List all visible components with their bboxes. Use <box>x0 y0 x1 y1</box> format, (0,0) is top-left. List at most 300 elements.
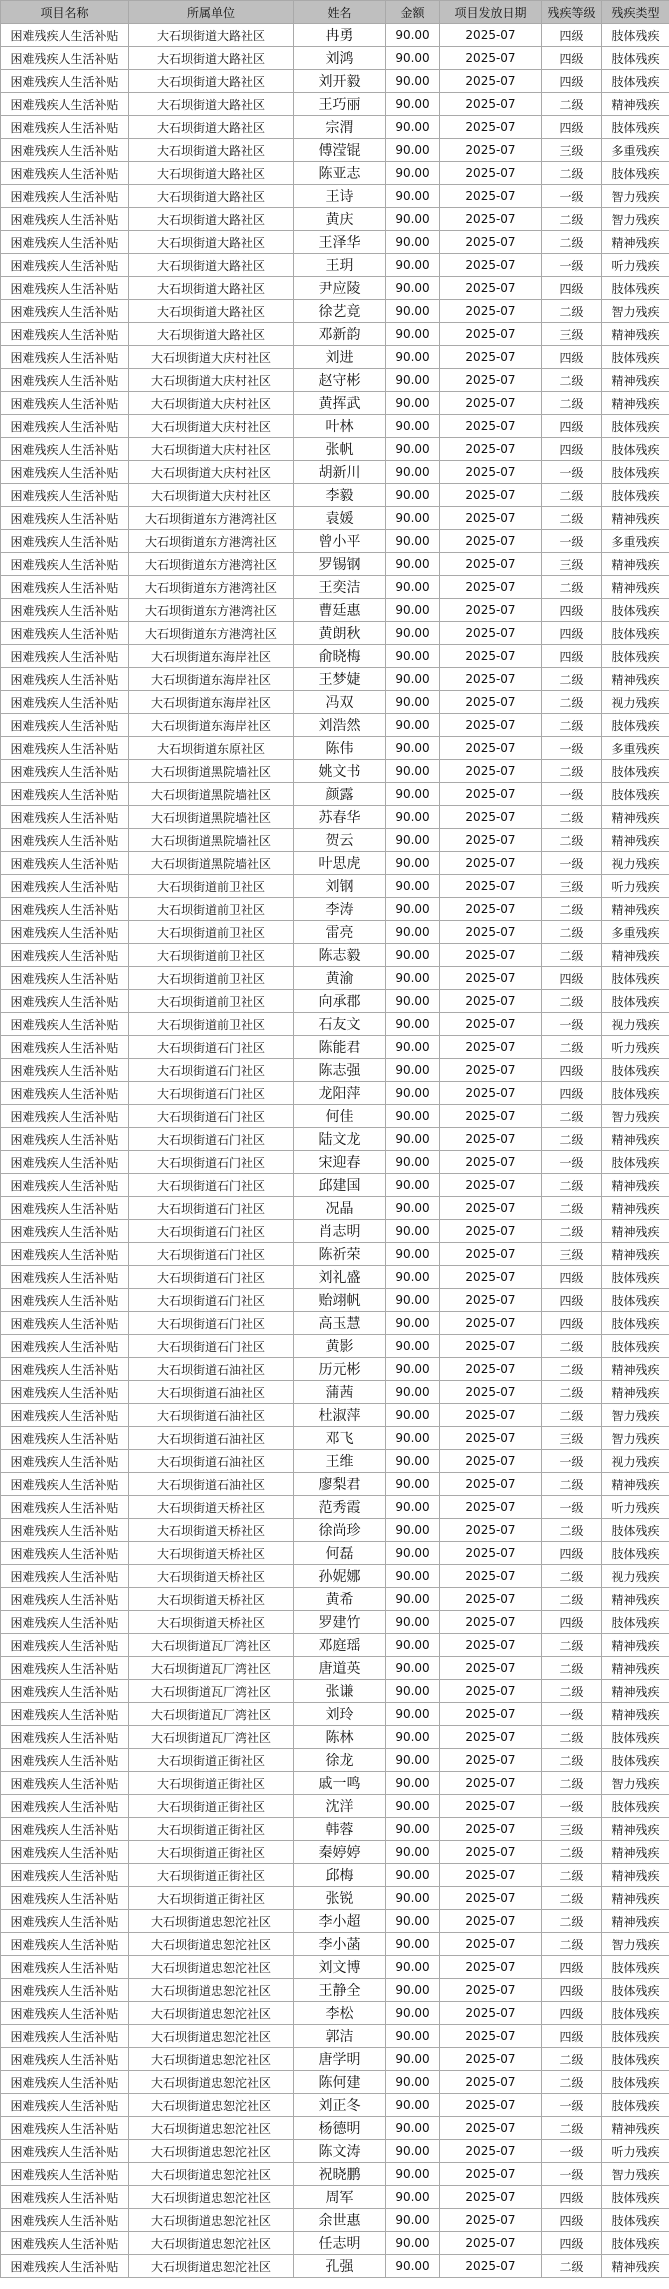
cell-disability-level: 四级 <box>542 2209 602 2232</box>
table-row <box>1 1956 669 1979</box>
cell-disability-type: 精神残疾 <box>602 576 669 599</box>
cell-project-name: 困难残疾人生活补贴 <box>1 47 129 70</box>
cell-disability-level: 二级 <box>542 93 602 116</box>
cell-project-name: 困难残疾人生活补贴 <box>1 461 129 484</box>
cell-issue-date: 2025-07 <box>440 2232 542 2255</box>
table-row <box>1 829 669 852</box>
cell-amount: 90.00 <box>386 70 440 93</box>
cell-name: 刘鸿 <box>294 47 386 70</box>
cell-disability-type: 精神残疾 <box>602 898 669 921</box>
table-row <box>1 1726 669 1749</box>
cell-name: 邱梅 <box>294 1864 386 1887</box>
cell-unit: 大石坝街道前卫社区 <box>129 898 294 921</box>
cell-disability-type: 肢体残疾 <box>602 70 669 93</box>
cell-disability-type: 精神残疾 <box>602 1703 669 1726</box>
cell-project-name: 困难残疾人生活补贴 <box>1 1312 129 1335</box>
cell-amount: 90.00 <box>386 1335 440 1358</box>
header-project-name: 项目名称 <box>1 1 129 24</box>
cell-project-name: 困难残疾人生活补贴 <box>1 921 129 944</box>
cell-disability-level: 二级 <box>542 1588 602 1611</box>
cell-amount: 90.00 <box>386 2002 440 2025</box>
cell-project-name: 困难残疾人生活补贴 <box>1 185 129 208</box>
table-row <box>1 277 669 300</box>
cell-amount: 90.00 <box>386 921 440 944</box>
cell-unit: 大石坝街道黑院墙社区 <box>129 829 294 852</box>
cell-issue-date: 2025-07 <box>440 714 542 737</box>
cell-unit: 大石坝街道忠恕沱社区 <box>129 2232 294 2255</box>
cell-issue-date: 2025-07 <box>440 783 542 806</box>
cell-amount: 90.00 <box>386 2255 440 2278</box>
cell-disability-level: 二级 <box>542 484 602 507</box>
table-row <box>1 1864 669 1887</box>
cell-disability-level: 一级 <box>542 530 602 553</box>
cell-disability-type: 精神残疾 <box>602 553 669 576</box>
cell-issue-date: 2025-07 <box>440 1588 542 1611</box>
cell-disability-type: 精神残疾 <box>602 1910 669 1933</box>
cell-name: 王巧丽 <box>294 93 386 116</box>
cell-issue-date: 2025-07 <box>440 1519 542 1542</box>
cell-issue-date: 2025-07 <box>440 254 542 277</box>
cell-unit: 大石坝街道东方港湾社区 <box>129 599 294 622</box>
cell-project-name: 困难残疾人生活补贴 <box>1 1864 129 1887</box>
cell-disability-level: 三级 <box>542 553 602 576</box>
cell-disability-type: 肢体残疾 <box>602 1979 669 2002</box>
cell-unit: 大石坝街道瓦厂湾社区 <box>129 1726 294 1749</box>
cell-disability-level: 二级 <box>542 576 602 599</box>
table-row <box>1 921 669 944</box>
cell-disability-type: 肢体残疾 <box>602 438 669 461</box>
cell-disability-level: 二级 <box>542 369 602 392</box>
cell-project-name: 困难残疾人生活补贴 <box>1 2094 129 2117</box>
cell-disability-level: 一级 <box>542 1450 602 1473</box>
table-row <box>1 990 669 1013</box>
table-row <box>1 1059 669 1082</box>
cell-disability-level: 二级 <box>542 162 602 185</box>
cell-disability-level: 二级 <box>542 1910 602 1933</box>
cell-disability-level: 二级 <box>542 668 602 691</box>
cell-unit: 大石坝街道大庆村社区 <box>129 415 294 438</box>
cell-disability-level: 一级 <box>542 185 602 208</box>
cell-disability-type: 肢体残疾 <box>602 990 669 1013</box>
cell-issue-date: 2025-07 <box>440 1864 542 1887</box>
cell-name: 王奕洁 <box>294 576 386 599</box>
cell-disability-level: 三级 <box>542 1243 602 1266</box>
cell-name: 刘开毅 <box>294 70 386 93</box>
table-row <box>1 1496 669 1519</box>
cell-issue-date: 2025-07 <box>440 1657 542 1680</box>
cell-issue-date: 2025-07 <box>440 461 542 484</box>
cell-disability-type: 精神残疾 <box>602 1588 669 1611</box>
cell-disability-type: 智力残疾 <box>602 1772 669 1795</box>
table-row <box>1 622 669 645</box>
cell-name: 尹应陵 <box>294 277 386 300</box>
cell-amount: 90.00 <box>386 1795 440 1818</box>
cell-project-name: 困难残疾人生活补贴 <box>1 2209 129 2232</box>
cell-disability-level: 一级 <box>542 1013 602 1036</box>
table-row <box>1 231 669 254</box>
cell-disability-level: 四级 <box>542 24 602 47</box>
cell-issue-date: 2025-07 <box>440 1082 542 1105</box>
cell-disability-type: 精神残疾 <box>602 806 669 829</box>
cell-amount: 90.00 <box>386 24 440 47</box>
cell-name: 俞晓梅 <box>294 645 386 668</box>
cell-disability-level: 四级 <box>542 438 602 461</box>
table-row <box>1 415 669 438</box>
cell-issue-date: 2025-07 <box>440 1703 542 1726</box>
cell-amount: 90.00 <box>386 2232 440 2255</box>
cell-issue-date: 2025-07 <box>440 2117 542 2140</box>
cell-disability-level: 二级 <box>542 691 602 714</box>
table-row <box>1 806 669 829</box>
cell-issue-date: 2025-07 <box>440 1450 542 1473</box>
cell-project-name: 困难残疾人生活补贴 <box>1 24 129 47</box>
cell-unit: 大石坝街道东方港湾社区 <box>129 622 294 645</box>
cell-issue-date: 2025-07 <box>440 875 542 898</box>
cell-issue-date: 2025-07 <box>440 1243 542 1266</box>
cell-issue-date: 2025-07 <box>440 1910 542 1933</box>
cell-disability-level: 二级 <box>542 392 602 415</box>
cell-disability-level: 四级 <box>542 346 602 369</box>
cell-unit: 大石坝街道石门社区 <box>129 1335 294 1358</box>
cell-amount: 90.00 <box>386 1082 440 1105</box>
cell-project-name: 困难残疾人生活补贴 <box>1 484 129 507</box>
table-row <box>1 369 669 392</box>
cell-unit: 大石坝街道黑院墙社区 <box>129 783 294 806</box>
cell-disability-type: 肢体残疾 <box>602 346 669 369</box>
table-row <box>1 2025 669 2048</box>
cell-issue-date: 2025-07 <box>440 2163 542 2186</box>
cell-disability-type: 听力残疾 <box>602 1496 669 1519</box>
cell-disability-type: 智力残疾 <box>602 1933 669 1956</box>
table-row <box>1 2186 669 2209</box>
cell-disability-level: 四级 <box>542 2232 602 2255</box>
cell-issue-date: 2025-07 <box>440 2209 542 2232</box>
table-row <box>1 1404 669 1427</box>
table-row <box>1 185 669 208</box>
cell-unit: 大石坝街道东方港湾社区 <box>129 507 294 530</box>
header-disability-type: 残疾类型 <box>602 1 669 24</box>
cell-issue-date: 2025-07 <box>440 1887 542 1910</box>
table-row <box>1 1312 669 1335</box>
cell-disability-level: 二级 <box>542 1680 602 1703</box>
cell-disability-level: 二级 <box>542 1933 602 1956</box>
table-row <box>1 2232 669 2255</box>
table-row <box>1 1519 669 1542</box>
cell-disability-level: 二级 <box>542 2048 602 2071</box>
cell-unit: 大石坝街道东方港湾社区 <box>129 530 294 553</box>
cell-name: 李小超 <box>294 1910 386 1933</box>
cell-disability-type: 精神残疾 <box>602 1128 669 1151</box>
cell-amount: 90.00 <box>386 1657 440 1680</box>
cell-disability-type: 智力残疾 <box>602 208 669 231</box>
cell-name: 徐尚珍 <box>294 1519 386 1542</box>
cell-unit: 大石坝街道前卫社区 <box>129 990 294 1013</box>
cell-disability-level: 二级 <box>542 2071 602 2094</box>
cell-project-name: 困难残疾人生活补贴 <box>1 530 129 553</box>
cell-amount: 90.00 <box>386 1289 440 1312</box>
cell-name: 刘钢 <box>294 875 386 898</box>
cell-name: 陈志毅 <box>294 944 386 967</box>
cell-disability-type: 智力残疾 <box>602 1105 669 1128</box>
table-row <box>1 1910 669 1933</box>
cell-disability-level: 一级 <box>542 1151 602 1174</box>
cell-amount: 90.00 <box>386 346 440 369</box>
cell-unit: 大石坝街道大路社区 <box>129 24 294 47</box>
cell-disability-type: 肢体残疾 <box>602 2186 669 2209</box>
cell-disability-type: 视力残疾 <box>602 691 669 714</box>
cell-amount: 90.00 <box>386 139 440 162</box>
cell-unit: 大石坝街道东海岸社区 <box>129 645 294 668</box>
cell-project-name: 困难残疾人生活补贴 <box>1 93 129 116</box>
cell-disability-level: 二级 <box>542 1197 602 1220</box>
table-row <box>1 93 669 116</box>
cell-project-name: 困难残疾人生活补贴 <box>1 737 129 760</box>
cell-amount: 90.00 <box>386 2048 440 2071</box>
cell-unit: 大石坝街道正街社区 <box>129 1864 294 1887</box>
table-row <box>1 599 669 622</box>
cell-project-name: 困难残疾人生活补贴 <box>1 507 129 530</box>
cell-unit: 大石坝街道前卫社区 <box>129 1013 294 1036</box>
cell-amount: 90.00 <box>386 714 440 737</box>
cell-disability-level: 四级 <box>542 415 602 438</box>
cell-disability-type: 肢体残疾 <box>602 1726 669 1749</box>
cell-name: 陈文涛 <box>294 2140 386 2163</box>
cell-unit: 大石坝街道大路社区 <box>129 185 294 208</box>
cell-amount: 90.00 <box>386 1404 440 1427</box>
cell-name: 赵守彬 <box>294 369 386 392</box>
cell-disability-level: 三级 <box>542 139 602 162</box>
cell-issue-date: 2025-07 <box>440 1979 542 2002</box>
cell-name: 郭洁 <box>294 2025 386 2048</box>
cell-disability-type: 肢体残疾 <box>602 47 669 70</box>
cell-project-name: 困难残疾人生活补贴 <box>1 1013 129 1036</box>
cell-name: 雷亮 <box>294 921 386 944</box>
cell-name: 黄渝 <box>294 967 386 990</box>
cell-project-name: 困难残疾人生活补贴 <box>1 2002 129 2025</box>
cell-disability-level: 二级 <box>542 921 602 944</box>
cell-amount: 90.00 <box>386 691 440 714</box>
table-row <box>1 1151 669 1174</box>
cell-name: 黄庆 <box>294 208 386 231</box>
table-row <box>1 1128 669 1151</box>
cell-project-name: 困难残疾人生活补贴 <box>1 70 129 93</box>
cell-disability-type: 精神残疾 <box>602 93 669 116</box>
cell-amount: 90.00 <box>386 2163 440 2186</box>
cell-amount: 90.00 <box>386 1680 440 1703</box>
cell-issue-date: 2025-07 <box>440 507 542 530</box>
cell-disability-type: 精神残疾 <box>602 1680 669 1703</box>
cell-unit: 大石坝街道忠恕沱社区 <box>129 2048 294 2071</box>
cell-issue-date: 2025-07 <box>440 576 542 599</box>
cell-issue-date: 2025-07 <box>440 1956 542 1979</box>
cell-unit: 大石坝街道石门社区 <box>129 1105 294 1128</box>
cell-unit: 大石坝街道天桥社区 <box>129 1519 294 1542</box>
cell-unit: 大石坝街道瓦厂湾社区 <box>129 1657 294 1680</box>
cell-issue-date: 2025-07 <box>440 2071 542 2094</box>
cell-disability-type: 精神残疾 <box>602 1197 669 1220</box>
cell-project-name: 困难残疾人生活补贴 <box>1 438 129 461</box>
cell-unit: 大石坝街道石门社区 <box>129 1082 294 1105</box>
cell-issue-date: 2025-07 <box>440 346 542 369</box>
cell-disability-type: 肢体残疾 <box>602 1795 669 1818</box>
cell-amount: 90.00 <box>386 553 440 576</box>
table-row <box>1 1611 669 1634</box>
cell-issue-date: 2025-07 <box>440 2140 542 2163</box>
cell-amount: 90.00 <box>386 1381 440 1404</box>
cell-project-name: 困难残疾人生活补贴 <box>1 1588 129 1611</box>
cell-issue-date: 2025-07 <box>440 1013 542 1036</box>
cell-amount: 90.00 <box>386 438 440 461</box>
cell-disability-type: 肢体残疾 <box>602 2094 669 2117</box>
cell-disability-level: 二级 <box>542 990 602 1013</box>
cell-unit: 大石坝街道忠恕沱社区 <box>129 2002 294 2025</box>
cell-disability-type: 肢体残疾 <box>602 599 669 622</box>
cell-project-name: 困难残疾人生活补贴 <box>1 254 129 277</box>
cell-name: 李松 <box>294 2002 386 2025</box>
cell-project-name: 困难残疾人生活补贴 <box>1 1427 129 1450</box>
cell-project-name: 困难残疾人生活补贴 <box>1 2140 129 2163</box>
cell-issue-date: 2025-07 <box>440 1358 542 1381</box>
cell-amount: 90.00 <box>386 2025 440 2048</box>
cell-disability-level: 二级 <box>542 1772 602 1795</box>
cell-disability-level: 二级 <box>542 1128 602 1151</box>
table-row <box>1 645 669 668</box>
cell-disability-level: 二级 <box>542 898 602 921</box>
cell-disability-level: 四级 <box>542 622 602 645</box>
cell-name: 邱建国 <box>294 1174 386 1197</box>
cell-disability-level: 二级 <box>542 1864 602 1887</box>
cell-disability-type: 精神残疾 <box>602 231 669 254</box>
cell-disability-type: 肢体残疾 <box>602 277 669 300</box>
cell-disability-type: 视力残疾 <box>602 1013 669 1036</box>
cell-disability-type: 智力残疾 <box>602 1427 669 1450</box>
cell-disability-level: 四级 <box>542 70 602 93</box>
cell-project-name: 困难残疾人生活补贴 <box>1 415 129 438</box>
cell-issue-date: 2025-07 <box>440 944 542 967</box>
cell-amount: 90.00 <box>386 1128 440 1151</box>
table-row <box>1 1772 669 1795</box>
cell-name: 姚文书 <box>294 760 386 783</box>
cell-unit: 大石坝街道大路社区 <box>129 277 294 300</box>
cell-name: 王静全 <box>294 1979 386 2002</box>
cell-disability-level: 一级 <box>542 1795 602 1818</box>
cell-unit: 大石坝街道前卫社区 <box>129 967 294 990</box>
cell-issue-date: 2025-07 <box>440 990 542 1013</box>
cell-project-name: 困难残疾人生活补贴 <box>1 1749 129 1772</box>
cell-issue-date: 2025-07 <box>440 1381 542 1404</box>
cell-project-name: 困难残疾人生活补贴 <box>1 760 129 783</box>
cell-amount: 90.00 <box>386 93 440 116</box>
cell-disability-type: 肢体残疾 <box>602 967 669 990</box>
cell-unit: 大石坝街道大庆村社区 <box>129 346 294 369</box>
cell-name: 周军 <box>294 2186 386 2209</box>
cell-disability-type: 肢体残疾 <box>602 1542 669 1565</box>
cell-amount: 90.00 <box>386 1956 440 1979</box>
cell-disability-level: 二级 <box>542 1036 602 1059</box>
cell-name: 宋迎春 <box>294 1151 386 1174</box>
cell-unit: 大石坝街道前卫社区 <box>129 921 294 944</box>
table-row <box>1 1381 669 1404</box>
cell-disability-level: 二级 <box>542 507 602 530</box>
cell-issue-date: 2025-07 <box>440 737 542 760</box>
cell-unit: 大石坝街道天桥社区 <box>129 1565 294 1588</box>
cell-disability-type: 肢体残疾 <box>602 2209 669 2232</box>
cell-project-name: 困难残疾人生活补贴 <box>1 668 129 691</box>
cell-issue-date: 2025-07 <box>440 852 542 875</box>
cell-amount: 90.00 <box>386 231 440 254</box>
cell-unit: 大石坝街道大路社区 <box>129 70 294 93</box>
cell-unit: 大石坝街道大路社区 <box>129 208 294 231</box>
cell-disability-type: 精神残疾 <box>602 1887 669 1910</box>
cell-amount: 90.00 <box>386 852 440 875</box>
cell-disability-type: 智力残疾 <box>602 2163 669 2186</box>
cell-amount: 90.00 <box>386 1197 440 1220</box>
cell-issue-date: 2025-07 <box>440 1542 542 1565</box>
cell-unit: 大石坝街道大路社区 <box>129 93 294 116</box>
cell-project-name: 困难残疾人生活补贴 <box>1 599 129 622</box>
cell-amount: 90.00 <box>386 116 440 139</box>
cell-disability-type: 精神残疾 <box>602 369 669 392</box>
cell-name: 戚一鸣 <box>294 1772 386 1795</box>
cell-issue-date: 2025-07 <box>440 231 542 254</box>
cell-name: 高玉慧 <box>294 1312 386 1335</box>
cell-name: 傅滢锟 <box>294 139 386 162</box>
cell-name: 龙阳萍 <box>294 1082 386 1105</box>
cell-disability-level: 一级 <box>542 461 602 484</box>
cell-amount: 90.00 <box>386 185 440 208</box>
cell-unit: 大石坝街道石油社区 <box>129 1450 294 1473</box>
table-row <box>1 1358 669 1381</box>
cell-name: 肖志明 <box>294 1220 386 1243</box>
table-row <box>1 1266 669 1289</box>
cell-disability-level: 四级 <box>542 1312 602 1335</box>
table-row <box>1 2117 669 2140</box>
cell-disability-type: 精神残疾 <box>602 1864 669 1887</box>
cell-amount: 90.00 <box>386 323 440 346</box>
cell-disability-level: 一级 <box>542 1496 602 1519</box>
cell-disability-type: 肢体残疾 <box>602 2048 669 2071</box>
cell-name: 李小菡 <box>294 1933 386 1956</box>
cell-disability-type: 精神残疾 <box>602 1220 669 1243</box>
cell-amount: 90.00 <box>386 668 440 691</box>
cell-issue-date: 2025-07 <box>440 1289 542 1312</box>
cell-name: 唐学明 <box>294 2048 386 2071</box>
cell-unit: 大石坝街道大庆村社区 <box>129 369 294 392</box>
cell-name: 陈何建 <box>294 2071 386 2094</box>
cell-unit: 大石坝街道正街社区 <box>129 1772 294 1795</box>
cell-name: 李涛 <box>294 898 386 921</box>
cell-unit: 大石坝街道石油社区 <box>129 1427 294 1450</box>
cell-project-name: 困难残疾人生活补贴 <box>1 346 129 369</box>
cell-disability-type: 听力残疾 <box>602 254 669 277</box>
cell-issue-date: 2025-07 <box>440 691 542 714</box>
cell-unit: 大石坝街道忠恕沱社区 <box>129 2209 294 2232</box>
cell-project-name: 困难残疾人生活补贴 <box>1 1128 129 1151</box>
table-row <box>1 1427 669 1450</box>
cell-disability-level: 四级 <box>542 1956 602 1979</box>
cell-unit: 大石坝街道黑院墙社区 <box>129 760 294 783</box>
cell-unit: 大石坝街道天桥社区 <box>129 1496 294 1519</box>
header-row <box>1 1 669 24</box>
cell-amount: 90.00 <box>386 967 440 990</box>
cell-issue-date: 2025-07 <box>440 1680 542 1703</box>
cell-amount: 90.00 <box>386 1887 440 1910</box>
cell-amount: 90.00 <box>386 1496 440 1519</box>
cell-unit: 大石坝街道黑院墙社区 <box>129 852 294 875</box>
cell-issue-date: 2025-07 <box>440 47 542 70</box>
cell-issue-date: 2025-07 <box>440 185 542 208</box>
cell-name: 罗锡钢 <box>294 553 386 576</box>
